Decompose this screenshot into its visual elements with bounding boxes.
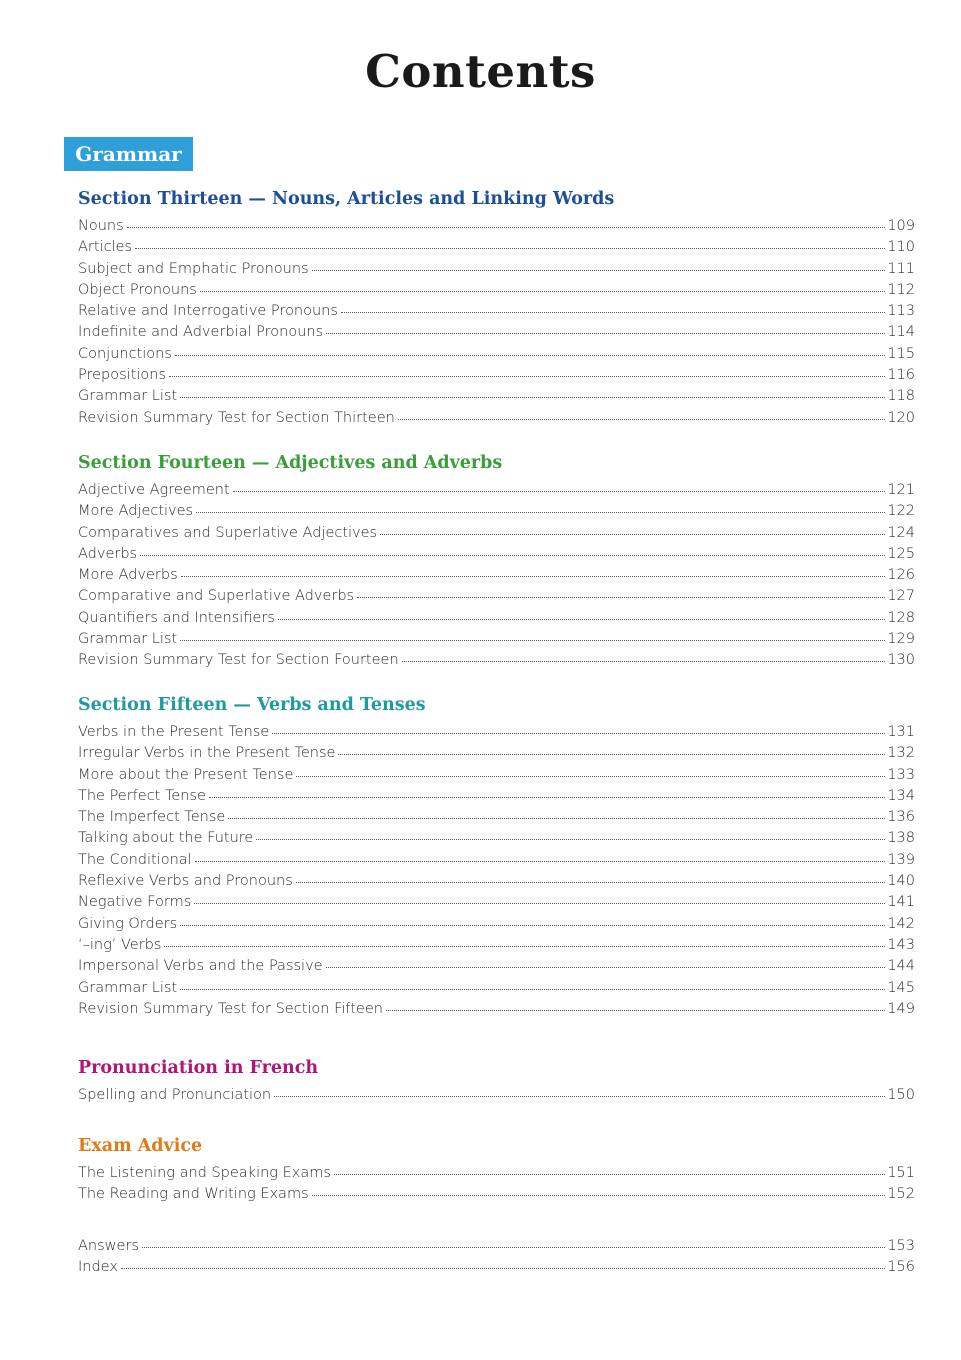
toc-entry bbox=[78, 408, 915, 429]
toc-entry-title: The Imperfect Tense bbox=[78, 809, 226, 826]
toc-entry-page-number: 149 bbox=[887, 1000, 915, 1017]
dot-leader bbox=[274, 1096, 885, 1097]
dot-leader bbox=[402, 661, 886, 662]
toc-entry bbox=[78, 850, 915, 871]
toc-entry-title: The Reading and Writing Exams bbox=[78, 1186, 309, 1203]
toc-entry-page-number: 153 bbox=[887, 1238, 915, 1254]
dot-leader bbox=[181, 576, 886, 577]
toc-entry-title: Grammar List bbox=[78, 631, 178, 648]
toc-entry bbox=[78, 1163, 915, 1184]
section-heading: Section Thirteen — Nouns, Articles and Linking Words bbox=[78, 189, 615, 209]
toc-entry bbox=[78, 956, 915, 977]
toc-entry-page-number: 122 bbox=[887, 503, 915, 520]
toc-entry bbox=[78, 322, 915, 343]
section-entry-list bbox=[78, 216, 915, 429]
toc-entry-title: Subject and Emphatic Pronouns bbox=[78, 260, 309, 277]
toc-entry-page-number: 130 bbox=[887, 652, 915, 669]
toc-entry bbox=[78, 480, 915, 501]
toc-entry bbox=[78, 386, 915, 407]
dot-leader bbox=[180, 989, 885, 990]
toc-entry-page-number: 134 bbox=[887, 787, 915, 804]
toc-entry-page-number: 120 bbox=[887, 409, 915, 426]
toc-entry-title: Comparative and Superlative Adverbs bbox=[78, 588, 355, 605]
dot-leader bbox=[200, 291, 885, 292]
section-heading: Section Fifteen — Verbs and Tenses bbox=[78, 695, 426, 715]
dot-leader bbox=[121, 1268, 885, 1269]
toc-entry-page-number: 132 bbox=[887, 745, 915, 762]
toc-entry-title: Indefinite and Adverbial Pronouns bbox=[78, 324, 324, 341]
toc-entry bbox=[78, 999, 915, 1020]
toc-entry bbox=[78, 501, 915, 522]
toc-entry bbox=[78, 743, 915, 764]
toc-entry-title: Grammar List bbox=[78, 979, 178, 996]
toc-entry-title: Conjunctions bbox=[78, 345, 172, 362]
dot-leader bbox=[175, 355, 885, 356]
section-entry-list bbox=[78, 722, 915, 1020]
dot-leader bbox=[256, 839, 885, 840]
toc-entry-page-number: 112 bbox=[887, 281, 915, 298]
toc-entry bbox=[78, 828, 915, 849]
toc-entry bbox=[78, 1236, 915, 1257]
dot-leader bbox=[312, 270, 886, 271]
toc-entry bbox=[78, 523, 915, 544]
toc-entry-title: Verbs in the Present Tense bbox=[78, 724, 270, 740]
dot-leader bbox=[312, 1195, 886, 1196]
toc-entry bbox=[78, 935, 915, 956]
section-entry-list bbox=[78, 1163, 915, 1206]
toc-entry-title: Revision Summary Test for Section Fifteen bbox=[78, 1000, 383, 1017]
dot-leader bbox=[334, 1174, 885, 1175]
toc-entry-title: Giving Orders bbox=[78, 915, 178, 932]
toc-entry bbox=[78, 722, 915, 743]
toc-entry-title: Answers bbox=[78, 1238, 139, 1254]
toc-entry-page-number: 124 bbox=[887, 524, 915, 541]
dot-leader bbox=[338, 754, 885, 755]
toc-entry-page-number: 151 bbox=[887, 1165, 915, 1181]
dot-leader bbox=[209, 797, 885, 798]
toc-entry-page-number: 110 bbox=[887, 239, 915, 256]
dot-leader bbox=[194, 903, 885, 904]
toc-entry bbox=[78, 544, 915, 565]
toc-entry-page-number: 114 bbox=[887, 324, 915, 341]
toc-entry-page-number: 113 bbox=[887, 303, 915, 320]
toc-entry bbox=[78, 565, 915, 586]
toc-entry-title: Spelling and Pronunciation bbox=[78, 1087, 272, 1103]
section-entry-list bbox=[78, 1085, 915, 1106]
toc-entry-page-number: 129 bbox=[887, 631, 915, 648]
toc-entry-title: Relative and Interrogative Pronouns bbox=[78, 303, 338, 320]
dot-leader bbox=[233, 491, 886, 492]
toc-entry-page-number: 140 bbox=[887, 873, 915, 890]
toc-entry bbox=[78, 807, 915, 828]
toc-entry-page-number: 136 bbox=[887, 809, 915, 826]
toc-entry-page-number: 145 bbox=[887, 979, 915, 996]
toc-entry-page-number: 133 bbox=[887, 766, 915, 783]
toc-entry-title: More about the Present Tense bbox=[78, 766, 294, 783]
toc-entry-page-number: 139 bbox=[887, 851, 915, 868]
toc-entry bbox=[78, 914, 915, 935]
toc-entry-title: Object Pronouns bbox=[78, 281, 197, 298]
toc-entry-page-number: 128 bbox=[887, 609, 915, 626]
toc-entry-title: Adverbs bbox=[78, 545, 138, 562]
toc-entry bbox=[78, 259, 915, 280]
dot-leader bbox=[196, 512, 885, 513]
toc-entry-page-number: 131 bbox=[887, 724, 915, 740]
dot-leader bbox=[386, 1010, 885, 1011]
toc-entry-title: Reflexive Verbs and Pronouns bbox=[78, 873, 293, 890]
dot-leader bbox=[341, 312, 885, 313]
toc-entry-page-number: 115 bbox=[887, 345, 915, 362]
dot-leader bbox=[296, 776, 885, 777]
toc-entry-title: Articles bbox=[78, 239, 133, 256]
toc-entry-page-number: 150 bbox=[887, 1087, 915, 1103]
dot-leader bbox=[180, 397, 885, 398]
toc-entry bbox=[78, 365, 915, 386]
dot-leader bbox=[180, 640, 885, 641]
toc-entry-page-number: 109 bbox=[887, 218, 915, 234]
toc-entry-title: Talking about the Future bbox=[78, 830, 254, 847]
toc-entry-page-number: 152 bbox=[887, 1186, 915, 1203]
dot-leader bbox=[169, 376, 885, 377]
section-entry-list bbox=[78, 480, 915, 672]
toc-entry-page-number: 142 bbox=[887, 915, 915, 932]
toc-entry bbox=[78, 301, 915, 322]
dot-leader bbox=[296, 882, 886, 883]
toc-entry bbox=[78, 237, 915, 258]
toc-entry-title: Revision Summary Test for Section Thirteen bbox=[78, 409, 395, 426]
toc-entry bbox=[78, 344, 915, 365]
toc-entry-title: Irregular Verbs in the Present Tense bbox=[78, 745, 336, 762]
toc-entry bbox=[78, 765, 915, 786]
toc-entry-title: Adjective Agreement bbox=[78, 482, 230, 498]
dot-leader bbox=[272, 733, 885, 734]
dot-leader bbox=[357, 597, 885, 598]
toc-entry-page-number: 125 bbox=[887, 545, 915, 562]
dot-leader bbox=[278, 619, 885, 620]
toc-entry-title: The Conditional bbox=[78, 851, 192, 868]
toc-entry-title: The Listening and Speaking Exams bbox=[78, 1165, 331, 1181]
toc-entry-title: Index bbox=[78, 1259, 118, 1276]
toc-entry bbox=[78, 1184, 915, 1205]
page-title: Contents bbox=[365, 45, 596, 98]
back-matter-list bbox=[78, 1236, 915, 1279]
toc-entry-page-number: 127 bbox=[887, 588, 915, 605]
toc-entry-title: Prepositions bbox=[78, 367, 167, 384]
toc-entry-title: ‘–ing’ Verbs bbox=[78, 936, 162, 953]
toc-entry bbox=[78, 1085, 915, 1106]
toc-entry-page-number: 143 bbox=[887, 936, 915, 953]
toc-entry bbox=[78, 786, 915, 807]
dot-leader bbox=[135, 248, 885, 249]
dot-leader bbox=[195, 861, 886, 862]
toc-entry-page-number: 121 bbox=[887, 482, 915, 498]
dot-leader bbox=[142, 1247, 885, 1248]
toc-entry-title: Comparatives and Superlative Adjectives bbox=[78, 524, 378, 541]
section-heading: Pronunciation in French bbox=[78, 1058, 319, 1078]
toc-entry bbox=[78, 629, 915, 650]
dot-leader bbox=[326, 967, 886, 968]
toc-entry bbox=[78, 892, 915, 913]
toc-entry-page-number: 111 bbox=[887, 260, 915, 277]
grammar-tab-label: Grammar bbox=[64, 137, 193, 171]
toc-entry-title: Revision Summary Test for Section Fourteen bbox=[78, 652, 399, 669]
toc-entry-page-number: 116 bbox=[887, 367, 915, 384]
toc-entry bbox=[78, 978, 915, 999]
toc-entry-page-number: 156 bbox=[887, 1259, 915, 1276]
dot-leader bbox=[140, 555, 885, 556]
toc-entry-page-number: 141 bbox=[887, 894, 915, 911]
toc-entry bbox=[78, 1257, 915, 1278]
toc-entry-title: The Perfect Tense bbox=[78, 787, 206, 804]
toc-entry bbox=[78, 586, 915, 607]
toc-entry-title: Impersonal Verbs and the Passive bbox=[78, 958, 323, 975]
dot-leader bbox=[127, 227, 886, 228]
toc-entry-title: More Adverbs bbox=[78, 567, 178, 584]
toc-entry bbox=[78, 608, 915, 629]
dot-leader bbox=[228, 818, 885, 819]
toc-entry bbox=[78, 280, 915, 301]
dot-leader bbox=[180, 925, 885, 926]
toc-entry bbox=[78, 650, 915, 671]
toc-entry-page-number: 126 bbox=[887, 567, 915, 584]
toc-entry bbox=[78, 871, 915, 892]
toc-entry-title: Negative Forms bbox=[78, 894, 192, 911]
toc-entry-page-number: 118 bbox=[887, 388, 915, 405]
dot-leader bbox=[380, 534, 885, 535]
section-heading: Exam Advice bbox=[78, 1136, 203, 1156]
dot-leader bbox=[326, 333, 885, 334]
toc-entry-title: Quantifiers and Intensifiers bbox=[78, 609, 275, 626]
toc-entry-title: Nouns bbox=[78, 218, 124, 234]
toc-entry bbox=[78, 216, 915, 237]
dot-leader bbox=[398, 419, 885, 420]
toc-entry-title: Grammar List bbox=[78, 388, 178, 405]
toc-entry-page-number: 138 bbox=[887, 830, 915, 847]
toc-entry-title: More Adjectives bbox=[78, 503, 194, 520]
toc-entry-page-number: 144 bbox=[887, 958, 915, 975]
section-heading: Section Fourteen — Adjectives and Adverbs bbox=[78, 453, 503, 473]
dot-leader bbox=[164, 946, 885, 947]
